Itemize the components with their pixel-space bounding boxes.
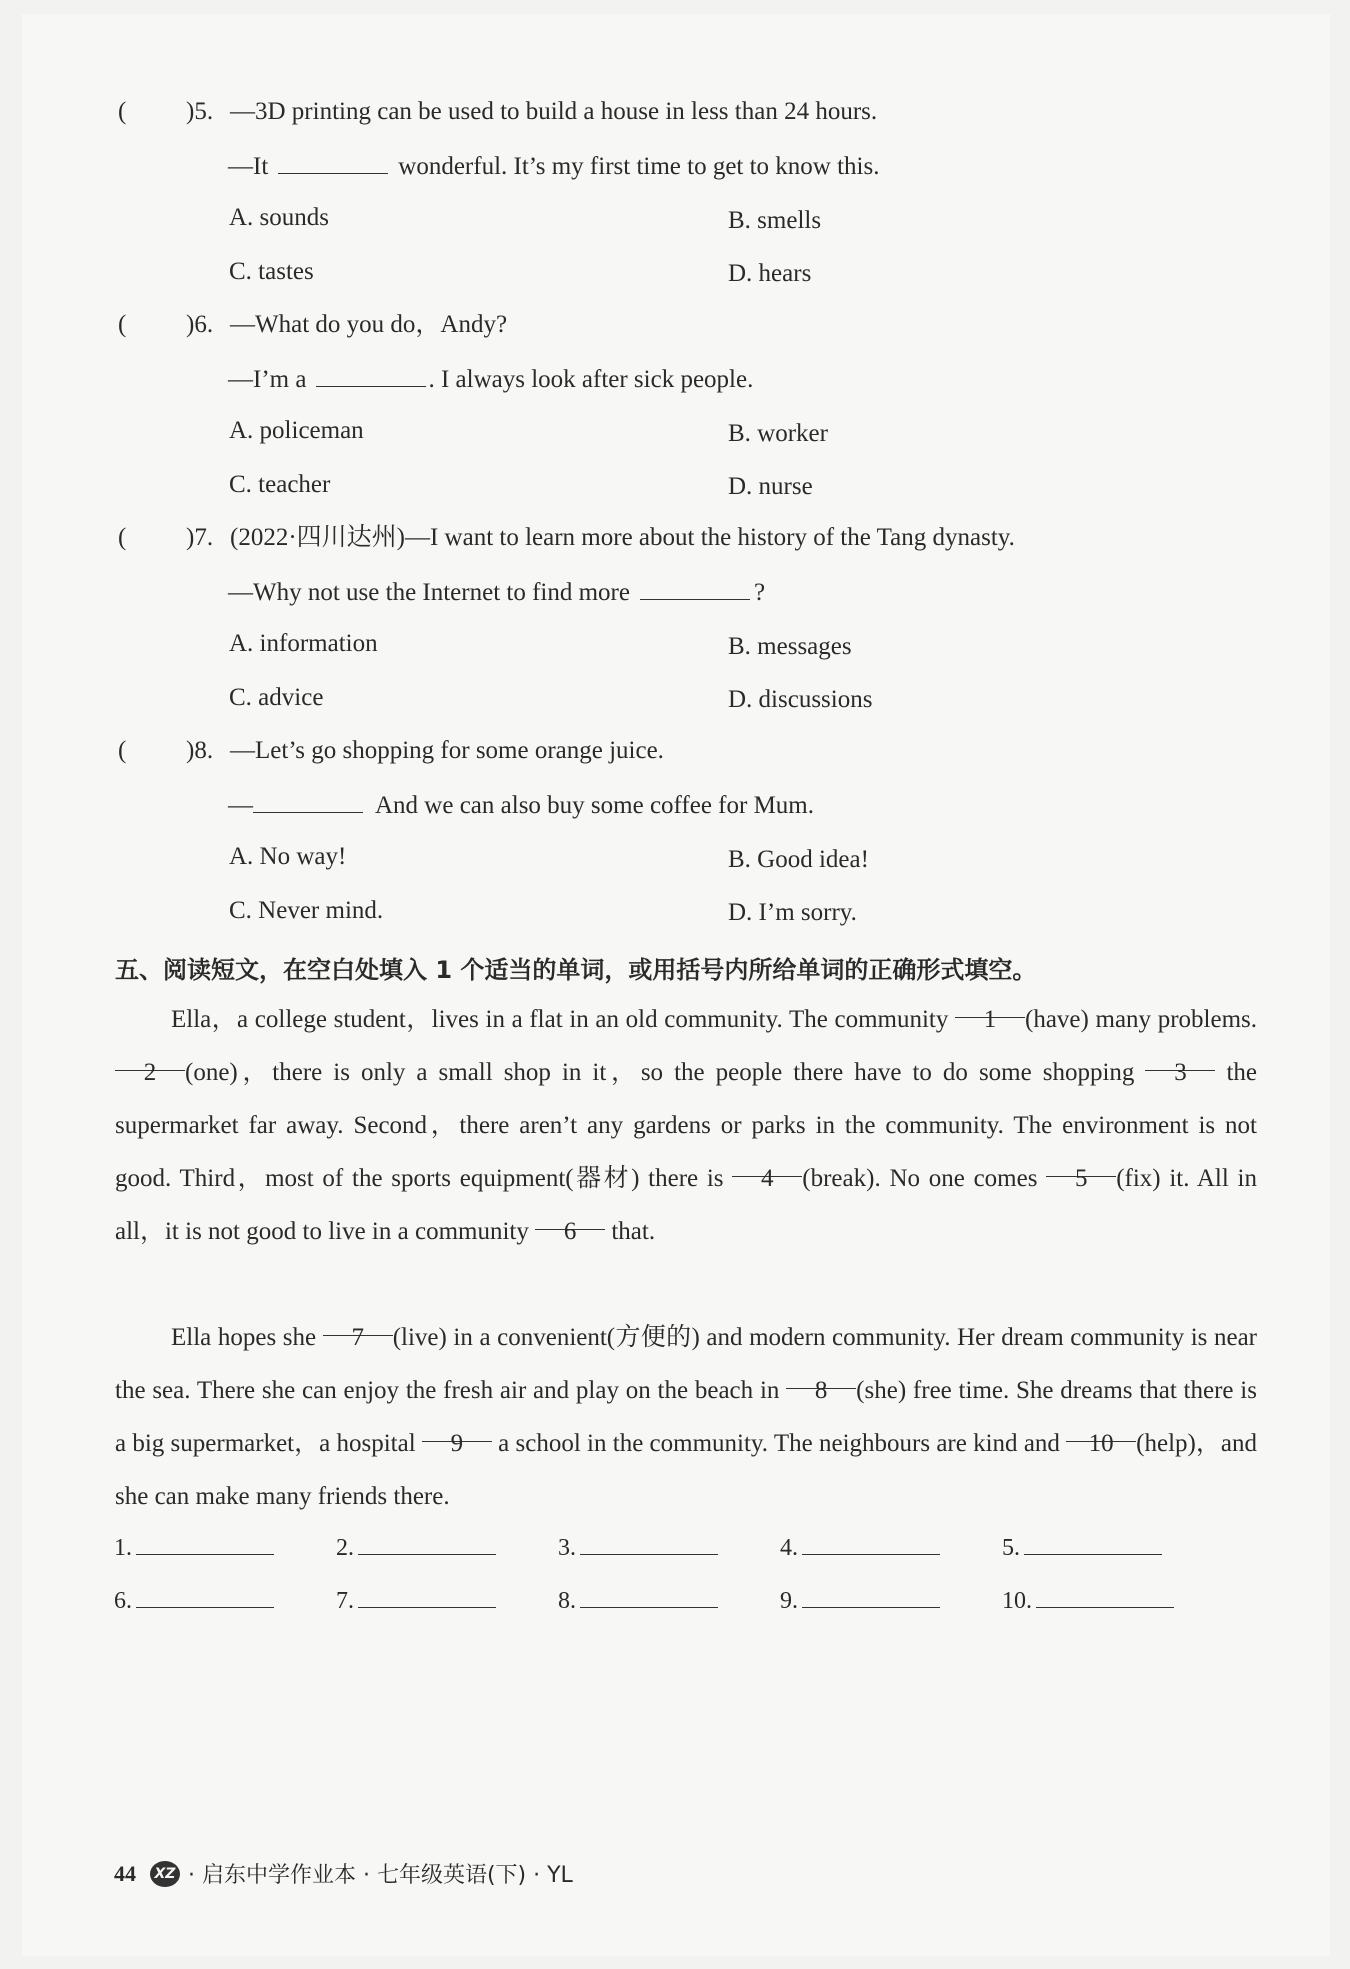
option-b[interactable]: B. messages: [728, 633, 852, 660]
fill-blank[interactable]: [253, 788, 363, 813]
option-d[interactable]: D. nurse: [728, 473, 813, 500]
question-response: — And we can also buy some coffee for Mum.: [228, 788, 814, 822]
answer-bracket[interactable]: (: [118, 98, 127, 125]
option-d[interactable]: D. discussions: [728, 686, 873, 713]
worksheet-page: [22, 14, 1330, 1956]
section-heading: 五、阅读短文，在空白处填入 1 个适当的单词，或用括号内所给单词的正确形式填空。: [115, 956, 1037, 984]
footer-title: · 启东中学作业本 · 七年级英语(下) · YL: [188, 1863, 573, 1888]
answer-bracket[interactable]: (: [118, 737, 127, 764]
fill-blank[interactable]: [278, 149, 388, 174]
option-d[interactable]: D. I’m sorry.: [728, 899, 857, 926]
answer-bracket[interactable]: (: [118, 524, 127, 551]
option-d[interactable]: D. hears: [728, 260, 812, 287]
question-prompt: —3D printing can be used to build a house in less than 24 hours.: [230, 98, 878, 125]
answer-line-8[interactable]: 8.: [558, 1585, 718, 1617]
question-prompt: —What do you do，Andy?: [230, 311, 508, 338]
answer-line-7[interactable]: 7.: [336, 1585, 496, 1617]
question-response: —It wonderful. It’s my first time to get to know this.: [228, 149, 879, 183]
option-c[interactable]: C. Never mind.: [229, 897, 384, 924]
option-b[interactable]: B. worker: [728, 420, 828, 447]
answer-line-4[interactable]: 4.: [780, 1532, 940, 1564]
option-a[interactable]: A. No way!: [229, 843, 347, 870]
question-prompt: —Let’s go shopping for some orange juice.: [230, 737, 664, 764]
option-b[interactable]: B. smells: [728, 207, 822, 234]
page-number: 44: [114, 1860, 136, 1886]
answer-line-5[interactable]: 5.: [1002, 1532, 1162, 1564]
option-b[interactable]: B. Good idea!: [728, 846, 869, 873]
question-number: )8.: [186, 737, 214, 764]
answer-line-6[interactable]: 6.: [114, 1585, 274, 1617]
question-prompt: (2022·四川达州)—I want to learn more about the history of the Tang dynasty.: [230, 524, 1015, 551]
question-number: )5.: [186, 98, 214, 125]
question-number: )6.: [186, 311, 214, 338]
fill-blank[interactable]: [316, 362, 426, 387]
answer-bracket[interactable]: (: [118, 311, 127, 338]
passage-blank-4[interactable]: 4: [732, 1152, 802, 1177]
fill-blank[interactable]: [640, 575, 750, 600]
question-number: )7.: [186, 524, 214, 551]
option-a[interactable]: A. sounds: [229, 204, 330, 231]
answer-line-9[interactable]: 9.: [780, 1585, 940, 1617]
passage-blank-7[interactable]: 7: [323, 1311, 393, 1336]
answer-line-1[interactable]: 1.: [114, 1532, 274, 1564]
option-c[interactable]: C. teacher: [229, 471, 331, 498]
passage-blank-1[interactable]: 1: [955, 993, 1025, 1018]
question-response: —I’m a . I always look after sick people.: [228, 362, 753, 396]
question-response: —Why not use the Internet to find more ?: [228, 575, 765, 609]
page-footer: [114, 1858, 573, 1889]
passage-paragraph-1: Ella，a college student，lives in a flat in an old community. The community 1 (have) many problems. 2 (one)，there is only a small shop in it，so the people there have to do some shopping 3 the supermarket far away. Second，there aren’t any gardens or parks in the community. The environment is not good. Third，most of the sports equipment(器材) there is 4 (break). No one comes 5 (fix) it. All in all，it is not good to live in a community 6 that.: [115, 993, 1257, 1258]
answer-line-10[interactable]: 10.: [1002, 1585, 1174, 1617]
passage-blank-10[interactable]: 10: [1066, 1417, 1136, 1442]
passage-paragraph-2: Ella hopes she 7 (live) in a convenient(方便的) and modern community. Her dream community is near the sea. There she can enjoy the fresh air and play on the beach in 8 (she) free time. She dreams that there is a big supermarket，a hospital 9 a school in the community. The neighbours are kind and 10 (help)，and she can make many friends there.: [115, 1311, 1257, 1523]
option-c[interactable]: C. tastes: [229, 258, 314, 285]
option-a[interactable]: A. policeman: [229, 417, 364, 444]
passage-blank-3[interactable]: 3: [1145, 1046, 1215, 1071]
publisher-logo-icon: XZ: [150, 1861, 180, 1887]
answer-line-3[interactable]: 3.: [558, 1532, 718, 1564]
passage-blank-8[interactable]: 8: [786, 1364, 856, 1389]
passage-blank-9[interactable]: 9: [422, 1417, 492, 1442]
passage-blank-2[interactable]: 2: [115, 1046, 185, 1071]
answer-line-2[interactable]: 2.: [336, 1532, 496, 1564]
passage-blank-6[interactable]: 6: [535, 1205, 605, 1230]
passage-blank-5[interactable]: 5: [1046, 1152, 1116, 1177]
option-a[interactable]: A. information: [229, 630, 378, 657]
option-c[interactable]: C. advice: [229, 684, 324, 711]
